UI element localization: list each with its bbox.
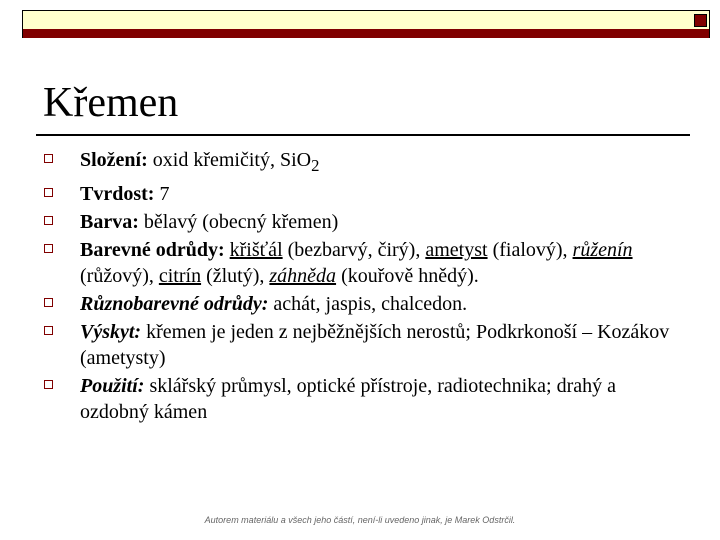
bullet-square-icon xyxy=(44,298,53,307)
bullet-square-icon xyxy=(44,154,53,163)
bullet-vyskyt xyxy=(44,319,684,371)
title-divider xyxy=(36,134,690,136)
bullet-square-icon xyxy=(44,244,53,253)
bullet-pouziti xyxy=(44,373,684,425)
header-bar xyxy=(22,10,710,38)
bullet-square-icon xyxy=(44,188,53,197)
variety-citrin-desc: (žlutý), xyxy=(201,265,270,287)
text-pouziti: sklářský průmysl, optické přístroje, radiotechnika; drahý a ozdobný kámen xyxy=(80,375,616,423)
label-odrudy: Barevné odrůdy: xyxy=(80,239,225,261)
footer-credit: Autorem materiálu a všech jeho částí, není-li uvedeno jinak, je Marek Odstrčil. xyxy=(204,515,516,525)
text-slozeni: oxid křemičitý, SiO xyxy=(147,149,312,171)
bullet-ruznobarevne xyxy=(44,291,684,317)
slide-title: Křemen xyxy=(43,80,179,126)
bullet-square-icon xyxy=(44,326,53,335)
variety-citrin: citrín xyxy=(158,265,202,287)
corner-square-icon xyxy=(694,14,707,27)
text-vyskyt: křemen je jeden z nejběžnějších nerostů; Podkrkonoší – Kozákov (ametysty) xyxy=(80,321,670,369)
bullet-slozeni xyxy=(44,147,684,179)
variety-ruzenin-desc: (růžový), xyxy=(80,265,159,287)
label-pouziti: Použití: xyxy=(80,375,145,397)
variety-krystal: křišťál xyxy=(229,239,283,261)
bullet-barva xyxy=(44,209,684,235)
text-ruznobarevne: achát, jaspis, chalcedon. xyxy=(268,293,468,315)
label-barva: Barva: xyxy=(80,211,139,233)
bullet-square-icon xyxy=(44,216,53,225)
header-band xyxy=(23,29,709,38)
bullet-odrudy xyxy=(44,237,684,289)
label-vyskyt: Výskyt: xyxy=(80,321,142,343)
variety-krystal-desc: (bezbarvý, čirý), xyxy=(282,239,426,261)
bullet-square-icon xyxy=(44,380,53,389)
subscript-2: 2 xyxy=(311,156,320,175)
text-tvrdost: 7 xyxy=(154,183,170,205)
variety-zahneda: záhněda xyxy=(269,265,337,287)
variety-ruzenin: růženín xyxy=(572,239,633,261)
bullet-tvrdost xyxy=(44,181,684,207)
label-ruznobarevne: Různobarevné odrůdy: xyxy=(80,293,269,315)
variety-ametyst: ametyst xyxy=(425,239,488,261)
variety-ametyst-desc: (fialový), xyxy=(487,239,573,261)
bullet-list xyxy=(44,147,684,427)
variety-zahneda-desc: (kouřově hnědý). xyxy=(336,265,479,287)
label-slozeni: Složení: xyxy=(80,149,148,171)
label-tvrdost: Tvrdost: xyxy=(80,183,155,205)
text-barva: bělavý (obecný křemen) xyxy=(138,211,339,233)
